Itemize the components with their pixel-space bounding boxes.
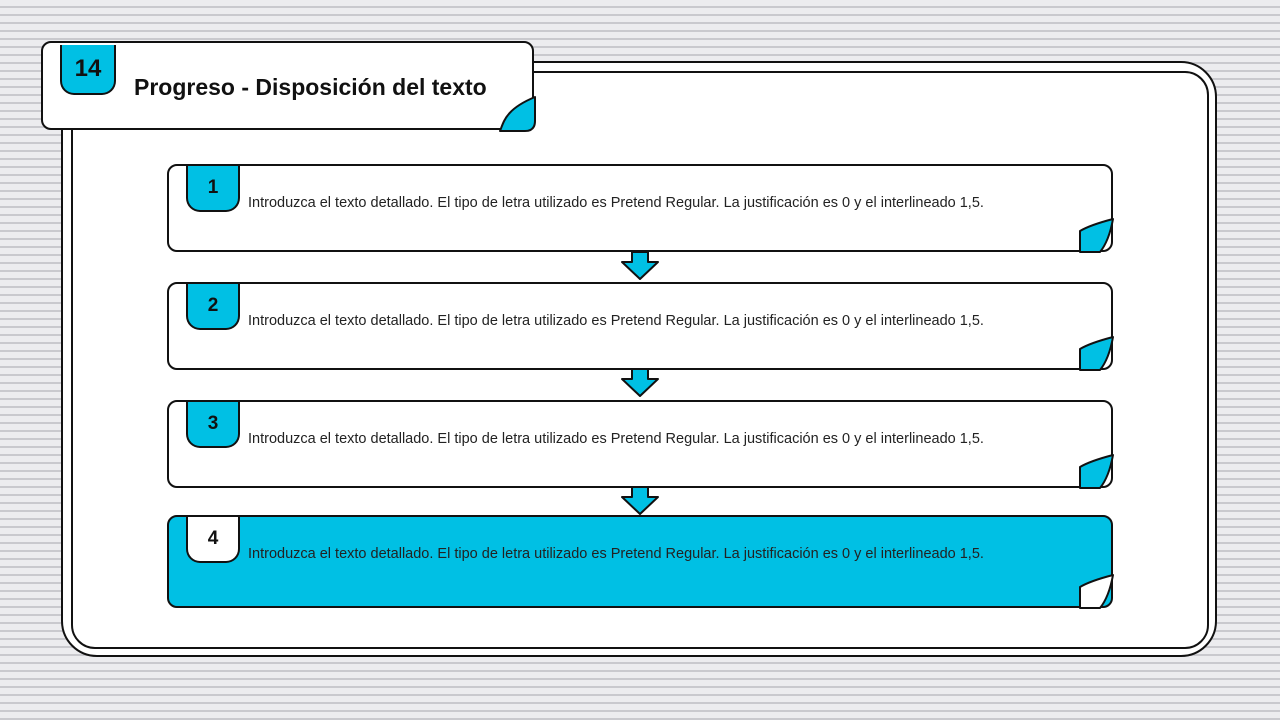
page-fold-icon: [1080, 219, 1113, 252]
step-number-badge: 4: [186, 517, 240, 563]
step-box-2: [167, 282, 1113, 370]
step-number-badge: 1: [186, 166, 240, 212]
page-fold-icon: [500, 97, 535, 131]
step-box-1: [167, 164, 1113, 252]
step-box-3: [167, 400, 1113, 488]
step-description: Introduzca el texto detallado. El tipo de letra utilizado es Pretend Regular. La justificación es 0 y el interlineado 1,5.: [248, 431, 984, 447]
down-arrow-icon: [620, 251, 660, 281]
step-description: Introduzca el texto detallado. El tipo de letra utilizado es Pretend Regular. La justificación es 0 y el interlineado 1,5.: [248, 313, 984, 329]
step-description: Introduzca el texto detallado. El tipo de letra utilizado es Pretend Regular. La justificación es 0 y el interlineado 1,5.: [248, 546, 984, 562]
page-fold-icon: [1080, 337, 1113, 370]
down-arrow-icon: [620, 486, 660, 516]
page-fold-icon: [1080, 455, 1113, 488]
down-arrow-icon: [620, 368, 660, 398]
slide-number-badge: 14: [60, 45, 116, 95]
page-title: Progreso - Disposición del texto: [134, 74, 487, 100]
step-description: Introduzca el texto detallado. El tipo de letra utilizado es Pretend Regular. La justificación es 0 y el interlineado 1,5.: [248, 195, 984, 211]
step-number-badge: 3: [186, 402, 240, 448]
step-box-4-highlighted: [167, 515, 1113, 608]
step-number-badge: 2: [186, 284, 240, 330]
page-fold-icon: [1080, 575, 1113, 608]
